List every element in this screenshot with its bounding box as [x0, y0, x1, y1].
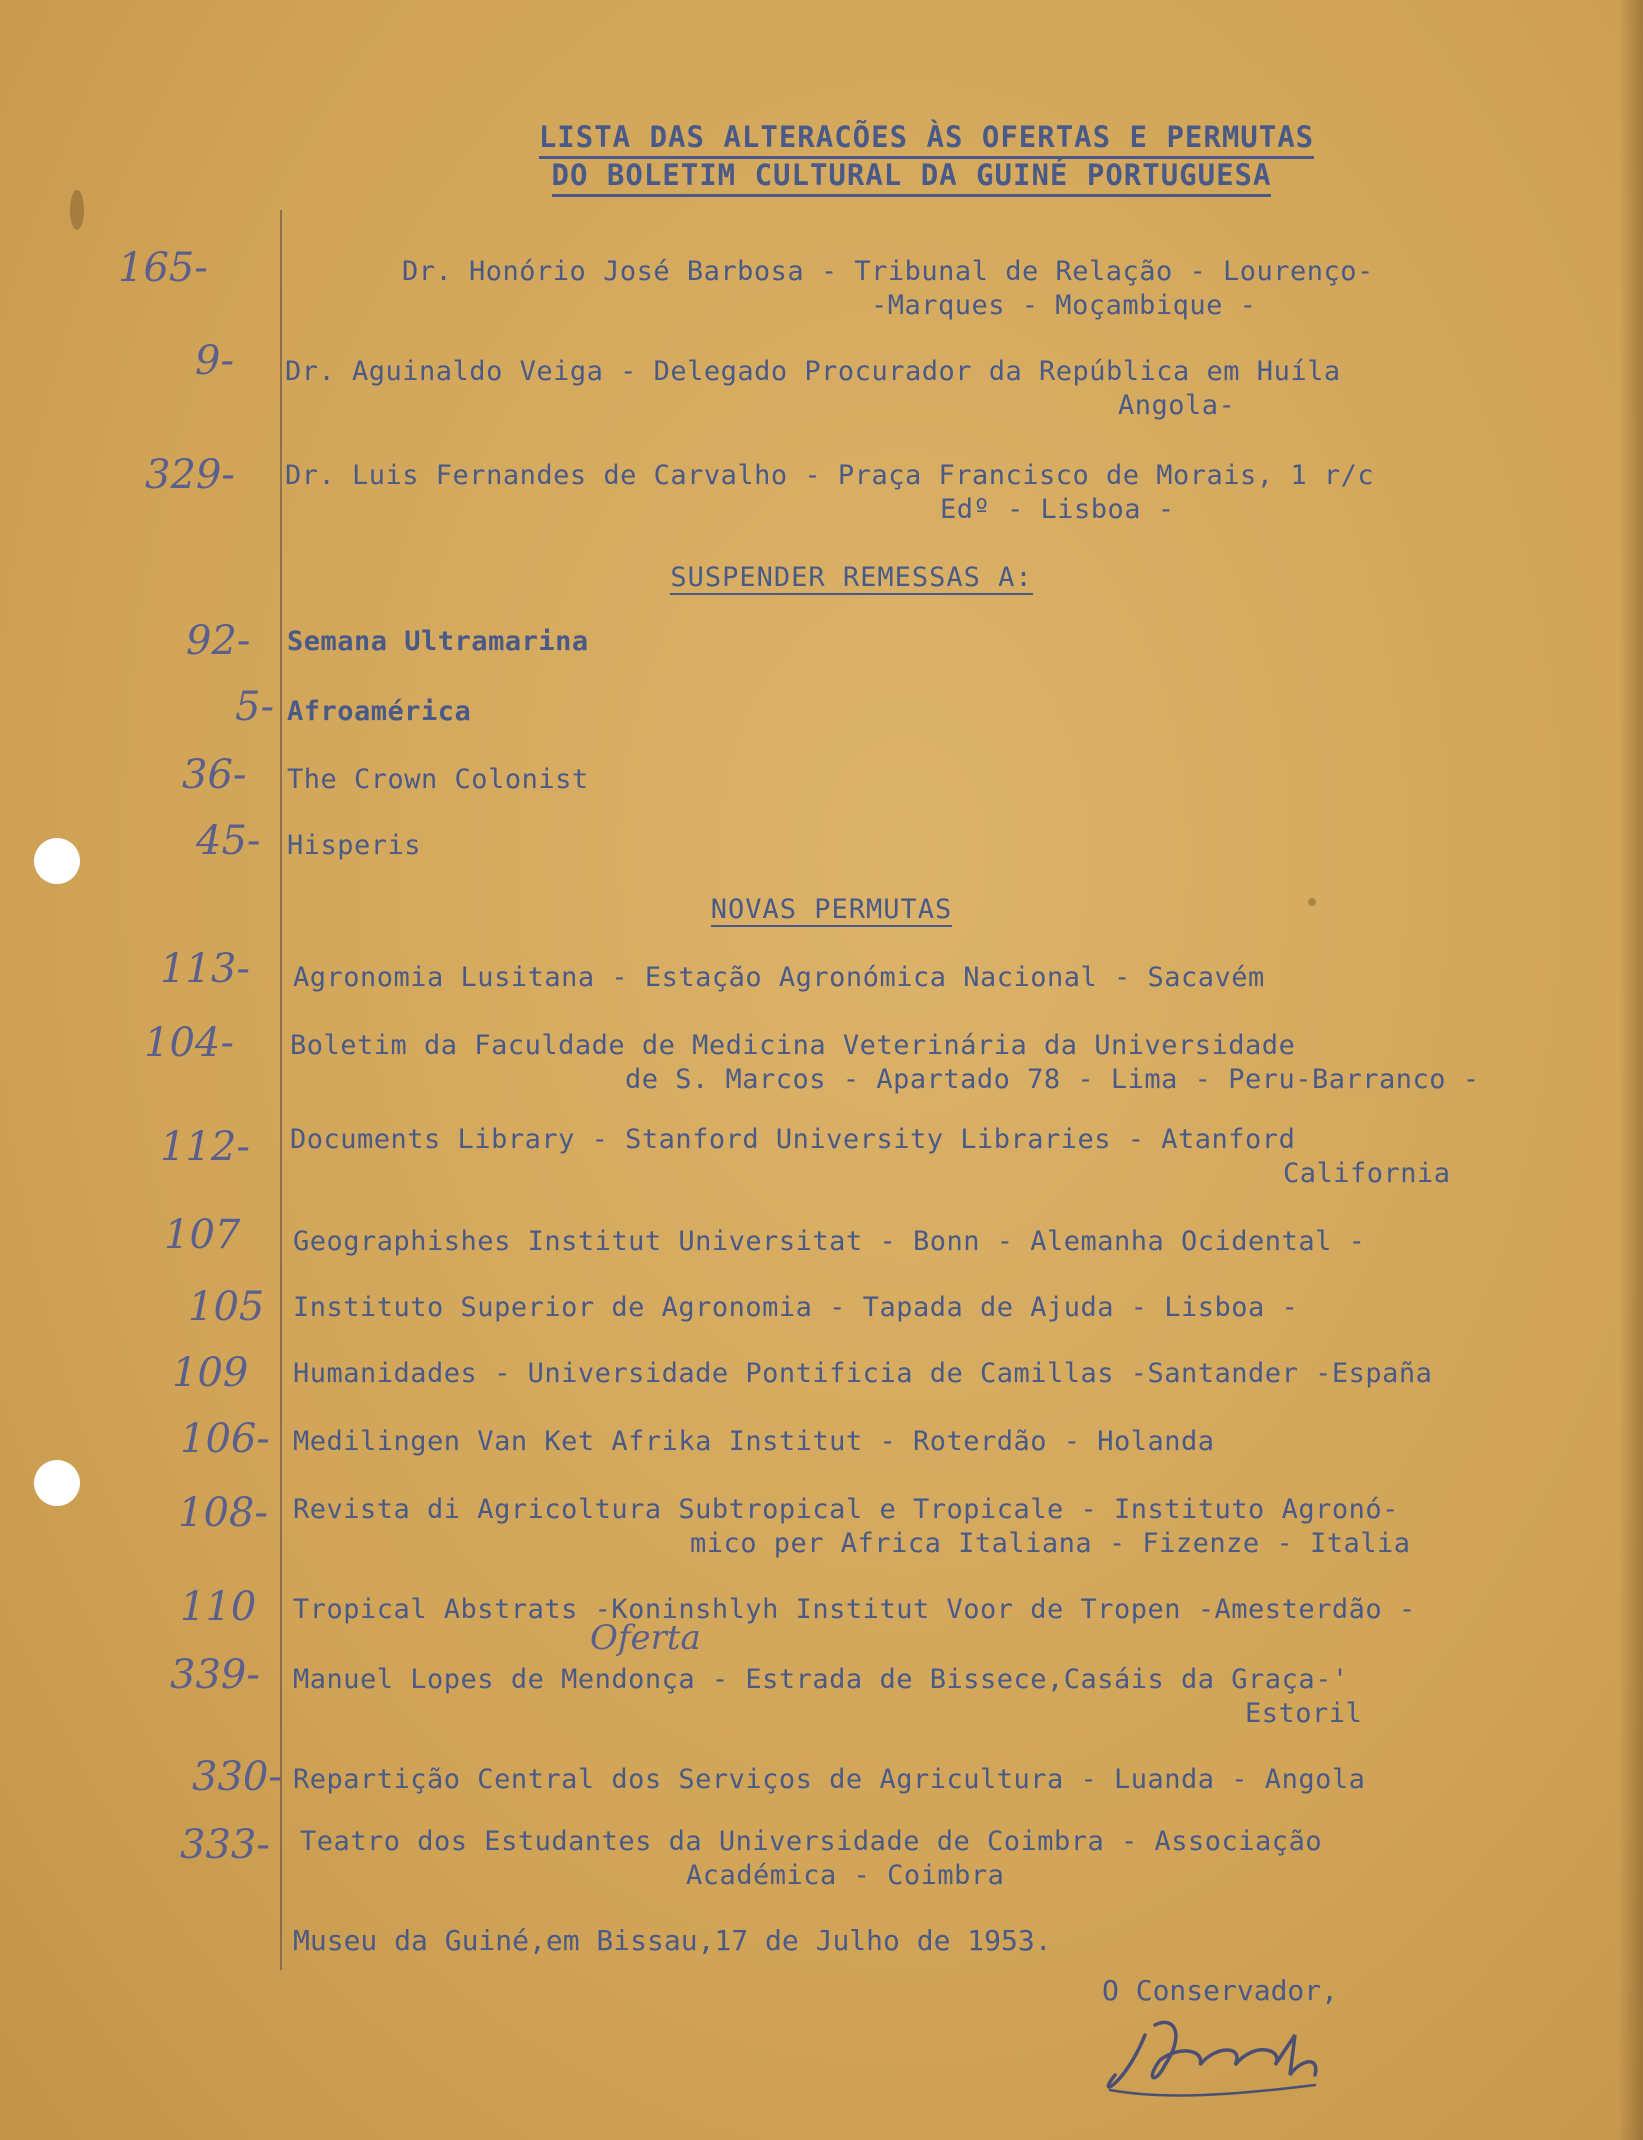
entry-line: Dr. Honório José Barbosa - Tribunal de Relação - Lourenço- [402, 256, 1374, 287]
exchange-line: Agronomia Lusitana - Estação Agronómica Nacional - Sacavém [293, 962, 1265, 993]
entry-line: -Marques - Moçambique - [871, 290, 1257, 321]
exchange-number: 113- [160, 946, 250, 992]
suspend-number: 92- [186, 618, 251, 664]
exchange-line: Instituto Superior de Agronomia - Tapada de Ajuda - Lisboa - [293, 1292, 1299, 1323]
exchange-line: de S. Marcos - Apartado 78 - Lima - Peru-Barranco - [625, 1064, 1480, 1095]
exchange-number: 108- [178, 1490, 268, 1536]
entry-line: Dr. Aguinaldo Veiga - Delegado Procurador da República em Huíla [285, 356, 1341, 387]
entry-line: Angola- [1118, 390, 1236, 421]
suspend-item: Hisperis [287, 830, 422, 861]
new-exchanges-heading: NOVAS PERMUTAS [710, 894, 953, 925]
punch-hole-top [34, 838, 80, 884]
entry-line: Dr. Luis Fernandes de Carvalho - Praça Francisco de Morais, 1 r/c [285, 460, 1375, 491]
exchange-number: 330- [192, 1754, 282, 1800]
exchange-line: Manuel Lopes de Mendonça - Estrada de Bissece,Casáis da Graça-' [293, 1664, 1349, 1695]
exchange-number: 106- [180, 1416, 270, 1462]
exchange-line: Académica - Coimbra [686, 1860, 1005, 1891]
exchange-line: Tropical Abstrats -Koninshlyh Institut Voor de Tropen -Amesterdão - [293, 1594, 1416, 1625]
punch-hole-bottom [34, 1460, 80, 1506]
paper-stain [70, 190, 84, 230]
handwritten-signature [1085, 2005, 1365, 2115]
exchange-line: Documents Library - Stanford University Libraries - Atanford [290, 1124, 1296, 1155]
suspend-number: 5- [235, 684, 274, 730]
document-title-line-1: LISTA DAS ALTERACÕES ÀS OFERTAS E PERMUTAS [0, 120, 1643, 154]
entry-line: Edº - Lisboa - [940, 494, 1175, 525]
paper-edge-shadow [1619, 0, 1643, 2140]
suspend-heading: SUSPENDER REMESSAS A: [670, 562, 1033, 593]
exchange-line: Medilingen Van Ket Afrika Institut - Roterdão - Holanda [293, 1426, 1215, 1457]
entry-number: 9- [195, 338, 234, 384]
suspend-item: Afroamérica [287, 696, 472, 727]
suspend-number: 45- [196, 818, 261, 864]
exchange-line: Geographishes Institut Universitat - Bonn - Alemanha Ocidental - [293, 1226, 1366, 1257]
place-and-date: Museu da Guiné,em Bissau,17 de Julho de 1953. [293, 1924, 1052, 1957]
exchange-line: Humanidades - Universidade Pontificia de Camillas -Santander -España [293, 1358, 1433, 1389]
suspend-item: The Crown Colonist [287, 764, 589, 795]
entry-number: 329- [145, 452, 235, 498]
margin-rule [280, 210, 282, 1970]
exchange-line: Boletim da Faculdade de Medicina Veterinária da Universidade [290, 1030, 1296, 1061]
exchange-number: 339- [170, 1652, 260, 1698]
entry-number: 165- [118, 245, 208, 291]
exchange-line: Teatro dos Estudantes da Universidade de Coimbra - Associação [300, 1826, 1323, 1857]
exchange-number: 105 [188, 1284, 265, 1330]
exchange-line: Revista di Agricoltura Subtropical e Tropicale - Instituto Agronó- [293, 1494, 1399, 1525]
document-title-line-2: DO BOLETIM CULTURAL DA GUINÉ PORTUGUESA [0, 158, 1643, 192]
exchange-number: 112- [160, 1124, 250, 1170]
exchange-line: California [1283, 1158, 1451, 1189]
signatory-title: O Conservador, [1102, 1974, 1339, 2007]
exchange-line: mico per Africa Italiana - Fizenze - Italia [690, 1528, 1411, 1559]
exchange-number: 110 [180, 1584, 257, 1630]
handwritten-oferta-note: Oferta [590, 1618, 701, 1658]
suspend-number: 36- [182, 752, 247, 798]
exchange-line: Repartição Central dos Serviços de Agricultura - Luanda - Angola [293, 1764, 1366, 1795]
exchange-line: Estoril [1245, 1698, 1363, 1729]
suspend-item: Semana Ultramarina [287, 626, 589, 657]
exchange-number: 333- [180, 1822, 270, 1868]
exchange-number: 107 [164, 1212, 241, 1258]
exchange-number: 104- [144, 1020, 234, 1066]
exchange-number: 109 [172, 1350, 249, 1396]
